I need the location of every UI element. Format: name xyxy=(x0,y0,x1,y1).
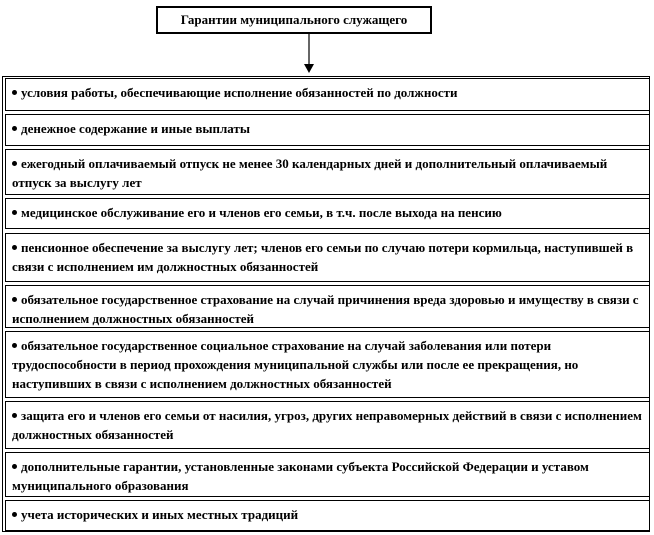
guarantee-item: обязательное государственное страхование на случай причинения вреда здоровью и имуществу в связи с исполнением должностных обязанностей xyxy=(5,285,650,328)
bullet-icon xyxy=(12,343,17,348)
bullet-icon xyxy=(12,297,17,302)
bullet-icon xyxy=(12,245,17,250)
guarantee-item: медицинское обслуживание его и членов его семьи, в т.ч. после выхода на пенсию xyxy=(5,198,650,229)
guarantee-item: обязательное государственное социальное страхование на случай заболевания или потери трудоспособности в период прохождения муниципальной службы или после ее прекращения, но наступивших в связи с исполнением должностных обязанностей xyxy=(5,331,650,398)
bullet-icon xyxy=(12,90,17,95)
bullet-icon xyxy=(12,126,17,131)
bullet-icon xyxy=(12,464,17,469)
guarantee-item: пенсионное обеспечение за выслугу лет; членов его семьи по случаю потери кормильца, наступившей в связи с исполнением им должностных обязанностей xyxy=(5,233,650,282)
bullet-icon xyxy=(12,413,17,418)
connector-arrow xyxy=(0,0,654,80)
guarantee-item: ежегодный оплачиваемый отпуск не менее 30 календарных дней и дополнительный оплачиваемый отпуск за выслугу лет xyxy=(5,149,650,195)
bullet-icon xyxy=(12,512,17,517)
bullet-icon xyxy=(12,161,17,166)
guarantee-item: денежное содержание и иные выплаты xyxy=(5,114,650,146)
bullet-icon xyxy=(12,210,17,215)
guarantee-item: условия работы, обеспечивающие исполнение обязанностей по должности xyxy=(5,78,650,111)
guarantee-item: защита его и членов его семьи от насилия, угроз, других неправомерных действий в связи с исполнением должностных обязанностей xyxy=(5,401,650,449)
guarantee-item: дополнительные гарантии, установленные законами субъекта Российской Федерации и уставом муниципального образования xyxy=(5,452,650,497)
guarantee-item: учета исторических и иных местных традиций xyxy=(5,500,650,531)
diagram-title: Гарантии муниципального служащего xyxy=(156,6,432,34)
